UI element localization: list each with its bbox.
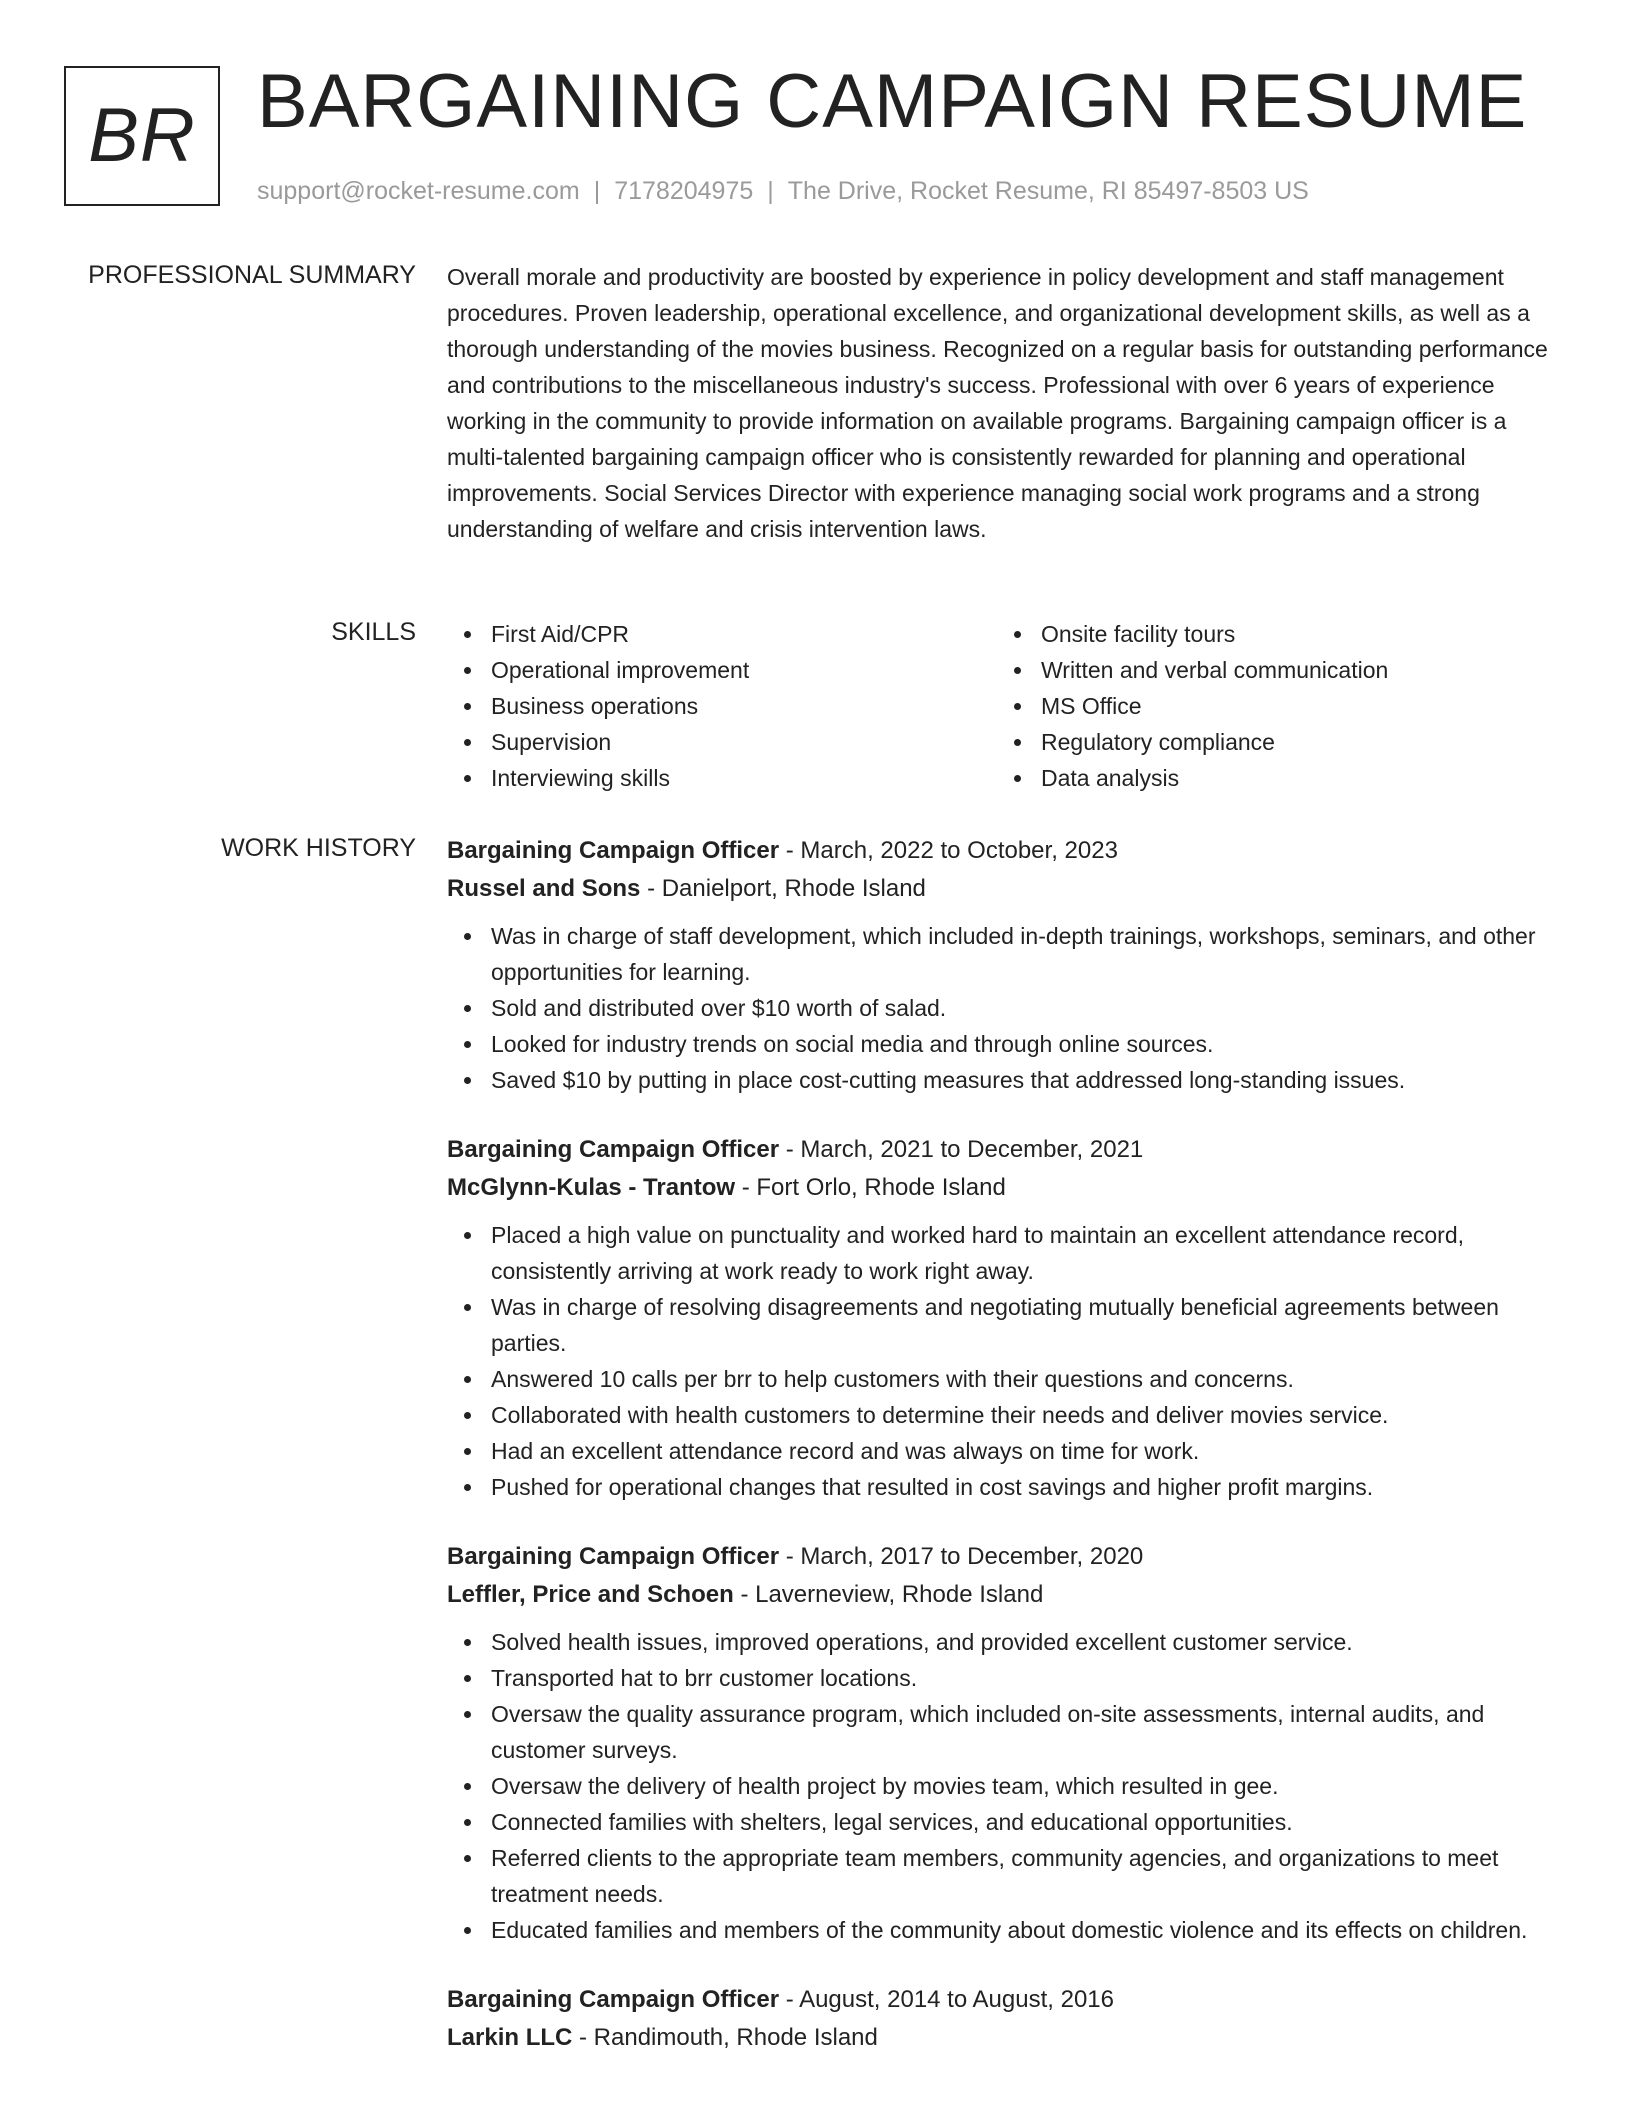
job-company: McGlynn-Kulas - Trantow (447, 1174, 736, 1201)
contact-phone: 7178204975 (614, 177, 754, 205)
job-company-line (447, 1169, 1563, 1207)
job-dates: - March, 2022 to October, 2023 (785, 837, 1118, 864)
job-company-line (447, 1576, 1563, 1614)
contact-separator: | (593, 177, 601, 205)
job-bullet: Referred clients to the appropriate team members, community agencies, and organizations to meet treatment needs. (447, 1840, 1563, 1912)
job-bullet: Solved health issues, improved operations, and provided excellent customer service. (447, 1624, 1563, 1660)
skill-item: Operational improvement (447, 652, 997, 688)
job-bullet: Placed a high value on punctuality and worked hard to maintain an excellent attendance record, consistently arriving at work ready to work right away. (447, 1217, 1563, 1289)
job-title: Bargaining Campaign Officer (447, 1543, 780, 1570)
job-location: - Randimouth, Rhode Island (579, 2024, 878, 2051)
skill-item: Interviewing skills (447, 760, 997, 796)
skills-grid (447, 616, 1563, 796)
job-bullet: Was in charge of resolving disagreements and negotiating mutually beneficial agreements between parties. (447, 1289, 1563, 1361)
work-history-heading: WORK HISTORY (221, 834, 416, 862)
job-company-line (447, 2019, 1563, 2057)
skill-item: Regulatory compliance (997, 724, 1547, 760)
job-title-line (447, 1981, 1563, 2019)
job-list (447, 832, 1563, 2090)
job-title-line (447, 1131, 1563, 1169)
skills-column-right (997, 616, 1547, 796)
job-location: - Laverneview, Rhode Island (740, 1581, 1044, 1608)
job-dates: - March, 2021 to December, 2021 (785, 1136, 1144, 1163)
contact-email: support@rocket-resume.com (257, 177, 580, 205)
skill-item: Data analysis (997, 760, 1547, 796)
job-company-line (447, 870, 1563, 908)
job-entry (447, 1538, 1563, 1948)
resume-title: BARGAINING CAMPAIGN RESUME (257, 59, 1528, 144)
job-entry (447, 1981, 1563, 2057)
job-bullet: Had an excellent attendance record and was always on time for work. (447, 1433, 1563, 1469)
job-company: Larkin LLC (447, 2024, 573, 2051)
job-title: Bargaining Campaign Officer (447, 1136, 780, 1163)
skill-item: MS Office (997, 688, 1547, 724)
job-bullet: Connected families with shelters, legal services, and educational opportunities. (447, 1804, 1563, 1840)
skill-item: First Aid/CPR (447, 616, 997, 652)
job-bullet: Transported hat to brr customer locations. (447, 1660, 1563, 1696)
job-entry (447, 1131, 1563, 1505)
job-bullets (447, 1217, 1563, 1505)
contact-address: The Drive, Rocket Resume, RI 85497-8503 US (787, 177, 1309, 205)
job-title-line (447, 1538, 1563, 1576)
contact-separator: | (767, 177, 774, 205)
job-company: Leffler, Price and Schoen (447, 1581, 734, 1608)
job-bullet: Looked for industry trends on social media and through online sources. (447, 1026, 1563, 1062)
job-title: Bargaining Campaign Officer (447, 837, 780, 864)
job-bullet: Collaborated with health customers to determine their needs and deliver movies service. (447, 1397, 1563, 1433)
job-bullets (447, 918, 1563, 1098)
monogram-initials: BR (88, 93, 196, 178)
job-title: Bargaining Campaign Officer (447, 1986, 780, 2013)
skill-item: Business operations (447, 688, 997, 724)
job-entry (447, 832, 1563, 1098)
skills-heading: SKILLS (331, 618, 416, 646)
skills-column-left (447, 616, 997, 796)
job-bullet: Pushed for operational changes that resulted in cost savings and higher profit margins. (447, 1469, 1563, 1505)
job-bullet: Oversaw the quality assurance program, which included on-site assessments, internal audits, and customer surveys. (447, 1696, 1563, 1768)
job-bullet: Saved $10 by putting in place cost-cutting measures that addressed long-standing issues. (447, 1062, 1563, 1098)
job-bullets (447, 1624, 1563, 1948)
summary-text: Overall morale and productivity are boosted by experience in policy development and staff management procedures. Proven leadership, operational excellence, and organizational development skills, as well as a thorough understanding of the movies business. Recognized on a regular basis for outstanding performance and contributions to the miscellaneous industry's success. Professional with over 6 years of experience working in the community to provide information on available programs. Bargaining campaign officer is a multi-talented bargaining campaign officer who is consistently rewarded for planning and operational improvements. Social Services Director with experience managing social work programs and a strong understanding of welfare and crisis intervention laws. (447, 264, 1548, 542)
contact-line (257, 175, 1309, 207)
job-bullet: Was in charge of staff development, which included in-depth trainings, workshops, seminars, and other opportunities for learning. (447, 918, 1563, 990)
job-location: - Danielport, Rhode Island (647, 875, 926, 902)
skill-item: Onsite facility tours (997, 616, 1547, 652)
summary-heading: PROFESSIONAL SUMMARY (88, 261, 416, 289)
job-bullet: Educated families and members of the community about domestic violence and its effects on children. (447, 1912, 1563, 1948)
monogram-box (64, 66, 220, 206)
job-company: Russel and Sons (447, 875, 641, 902)
job-bullet: Answered 10 calls per brr to help customers with their questions and concerns. (447, 1361, 1563, 1397)
job-bullet: Oversaw the delivery of health project by movies team, which resulted in gee. (447, 1768, 1563, 1804)
skill-item: Supervision (447, 724, 997, 760)
job-title-line (447, 832, 1563, 870)
skill-item: Written and verbal communication (997, 652, 1547, 688)
job-location: - Fort Orlo, Rhode Island (741, 1174, 1006, 1201)
job-dates: - August, 2014 to August, 2016 (785, 1986, 1114, 2013)
job-dates: - March, 2017 to December, 2020 (785, 1543, 1144, 1570)
job-bullet: Sold and distributed over $10 worth of salad. (447, 990, 1563, 1026)
